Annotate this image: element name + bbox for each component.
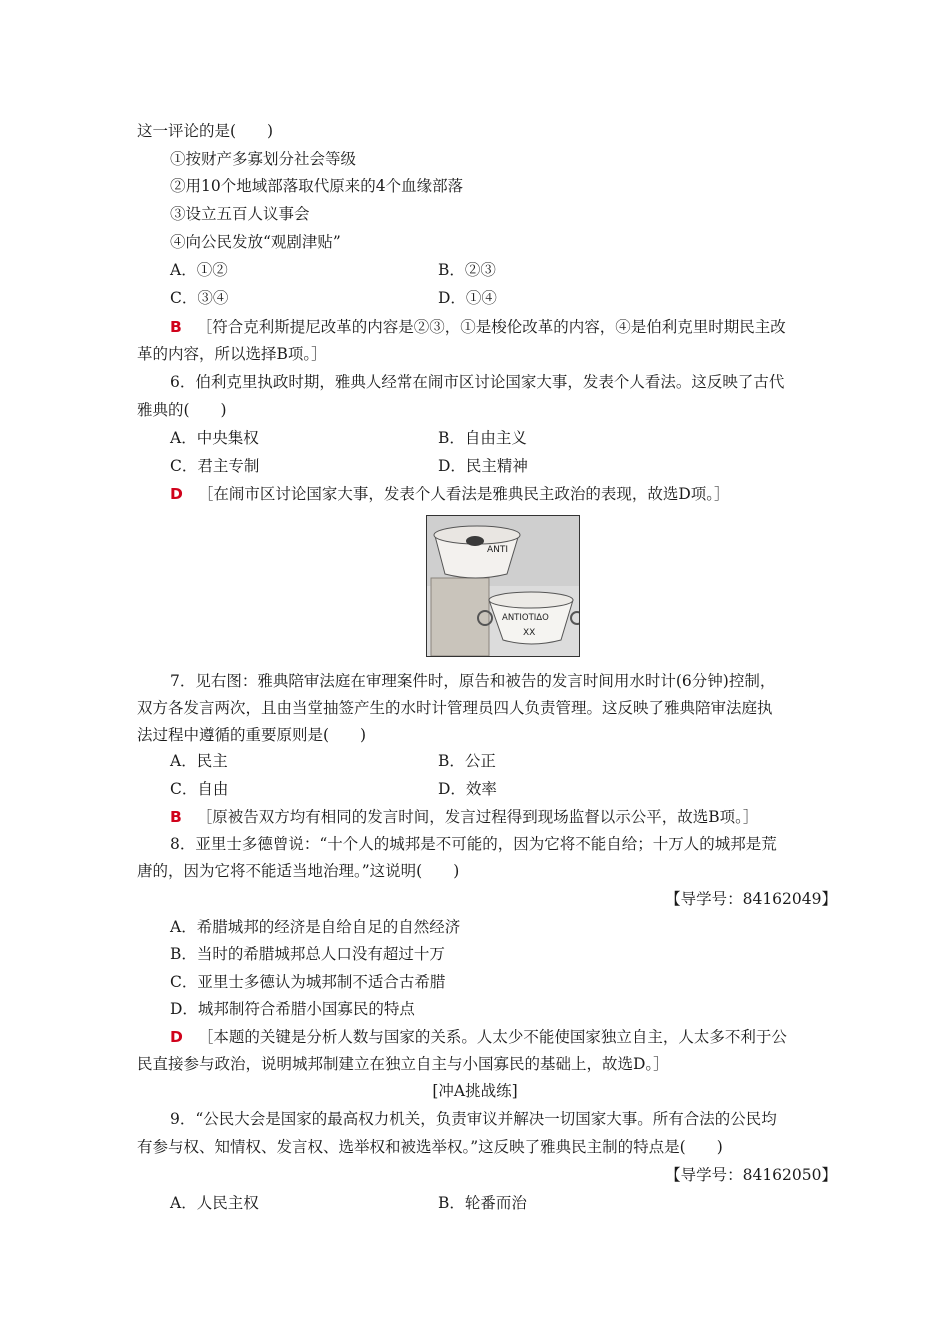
q7-option-a: A．民主 [170,752,228,770]
q8-stem-line2: 唐的，因为它将不能适当地治理。”这说明( ) [137,862,460,880]
q6-option-d: D．民主精神 [438,457,528,475]
q6-option-a: A．中央集权 [170,429,259,447]
section-heading: [冲A挑战练] [432,1082,518,1100]
q6-explanation-text: ［在闹市区讨论国家大事，发表个人看法是雅典民主政治的表现，故选D项。］ [197,485,730,503]
q8-guide-number: 【导学号：84162049】 [665,890,837,908]
q9-stem-line1: 9．“公民大会是国家的最高权力机关，负责审议并解决一切国家大事。所有合法的公民均 [170,1110,777,1128]
q7-option-d: D．效率 [438,780,497,798]
q6-option-c: C．君主专制 [170,457,260,475]
q8-explanation-text: ［本题的关键是分析人数与国家的关系。人太少不能使国家独立自主，人太多不利于公 [197,1028,787,1046]
q7-stem-line1: 7．见右图：雅典陪审法庭在审理案件时，原告和被告的发言时间用水时计(6分钟)控制， [170,672,776,690]
q5-option-c: C．③④ [170,289,229,307]
q6-option-b: B．自由主义 [438,429,527,447]
q9-stem-line2: 有参与权、知情权、发言权、选举权和被选举权。”这反映了雅典民主制的特点是( ) [137,1138,723,1156]
q5-stem-tail: 这一评论的是( ) [137,122,274,140]
q9-option-a: A．人民主权 [170,1194,259,1212]
q7-explanation-text: ［原被告双方均有相同的发言时间，发言过程得到现场监督以示公平，故选B项。］ [196,808,759,826]
lower-vessel-inscription: ANTIOTIΔO [502,613,549,623]
q7-option-c: C．自由 [170,780,229,798]
q5-item-4: ④向公民发放“观剧津贴” [170,233,341,251]
q5-explanation-text: ［符合克利斯提尼改革的内容是②③，①是梭伦改革的内容，④是伯利克里时期民主改 [196,318,786,336]
q8-stem-line1: 8．亚里士多德曾说：“十个人的城邦是不可能的，因为它将不能自给；十万人的城邦是荒 [170,835,777,853]
q5-item-3: ③设立五百人议事会 [170,205,310,223]
water-clock-illustration [427,516,579,656]
q5-option-d: D．①④ [438,289,497,307]
upper-vessel-inscription: ANTI [487,545,509,555]
q5-explanation [170,316,786,338]
q8-option-c: C．亚里士多德认为城邦制不适合古希腊 [170,973,446,991]
q6-explanation [170,483,730,505]
water-clock-photo [426,515,580,657]
q5-item-2: ②用10个地域部落取代原来的4个血缘部落 [170,177,464,195]
q5-option-a: A．①② [170,261,228,279]
q7-stem-line3: 法过程中遵循的重要原则是( ) [137,726,367,744]
q5-answer: B [170,318,182,336]
q8-option-d: D．城邦制符合希腊小国寡民的特点 [170,1000,415,1018]
q6-stem-line2: 雅典的( ) [137,401,227,419]
q6-stem-line1: 6．伯利克里执政时期，雅典人经常在闹市区讨论国家大事，发表个人看法。这反映了古代 [170,373,785,391]
q7-option-b: B．公正 [438,752,496,770]
q5-item-1: ①按财产多寡划分社会等级 [170,150,357,168]
q6-answer: D [170,485,183,503]
q8-option-b: B．当时的希腊城邦总人口没有超过十万 [170,945,445,963]
q7-stem-line2: 双方各发言两次，且由当堂抽签产生的水时计管理员四人负责管理。这反映了雅典陪审法庭执 [137,699,773,717]
q7-answer: B [170,808,182,826]
q5-explanation-cont: 革的内容，所以选择B项。］ [137,345,327,363]
q8-explanation-cont: 民直接参与政治，说明城邦制建立在独立自主与小国寡民的基础上，故选D。］ [137,1055,669,1073]
q9-guide-number: 【导学号：84162050】 [665,1166,837,1184]
lower-vessel-mark: XX [523,628,536,638]
q8-option-a: A．希腊城邦的经济是自给自足的自然经济 [170,918,461,936]
q9-option-b: B．轮番而治 [438,1194,527,1212]
q7-explanation [170,806,758,828]
q5-option-b: B．②③ [438,261,496,279]
q8-explanation [170,1026,787,1048]
q8-answer: D [170,1028,183,1046]
